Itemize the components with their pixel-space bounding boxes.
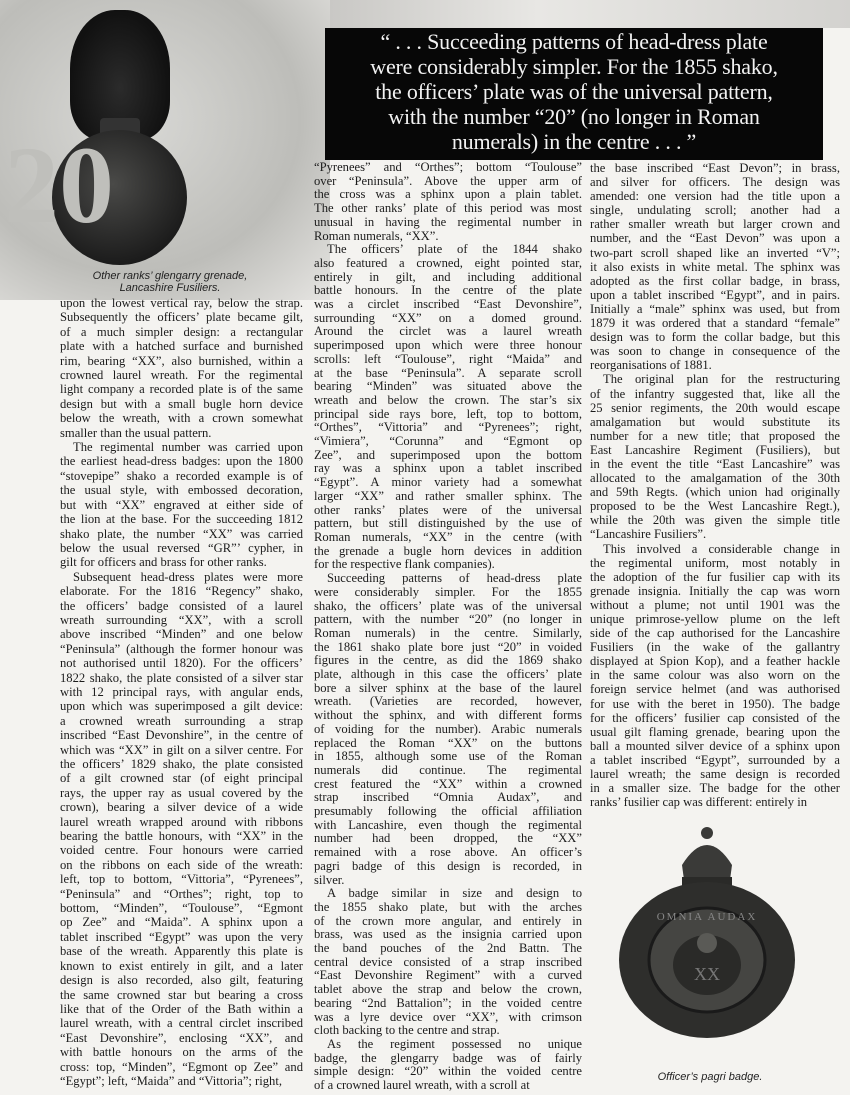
text-line: battle honours. In the centre of the plate bbox=[314, 283, 582, 298]
text-line: “Pyrenees” and “Orthes”; bottom “Toulouse” bbox=[314, 160, 582, 174]
text-line: Roman numerals) in the centre. Similarly, bbox=[314, 625, 582, 640]
text-line: rim, bearing “XX”, also burnished, within a bbox=[60, 353, 303, 368]
paragraph bbox=[590, 372, 840, 541]
text-line: unusual in having the regimental number in bbox=[314, 214, 582, 229]
text-line: number had been dropped, the “XX” bbox=[314, 831, 582, 846]
text-line: upon which was superimposed a gilt device: bbox=[60, 699, 303, 714]
text-line: Around the circlet was a laurel wreath bbox=[314, 324, 582, 339]
text-line: Roman numerals, “XX” in the centre (with bbox=[314, 529, 582, 544]
text-line: design was to form the collar badge, but this bbox=[590, 330, 840, 345]
text-line: below the wreath, with a crown somewhat bbox=[60, 411, 303, 426]
text-line: shako, the officers’ plate was of the universal bbox=[314, 598, 582, 613]
text-line: other ranks’ plates were of the universal bbox=[314, 502, 582, 517]
badge-motto: OMNIA AUDAX bbox=[656, 911, 758, 923]
pull-quote-line: numerals) in the centre . . . ” bbox=[451, 129, 697, 154]
text-line: grenade insignia. Initially the cap was worn bbox=[590, 583, 840, 598]
text-line: silver. bbox=[314, 872, 345, 887]
text-line: for the respective flank companies). bbox=[314, 557, 495, 572]
text-line: tablet inscribed “Egypt” was upon the very bbox=[60, 929, 303, 944]
grenade-caption-line-1: Other ranks’ glengarry grenade, bbox=[92, 270, 248, 282]
text-line: bearing “2nd Battalion”; in the voided centre bbox=[314, 995, 582, 1010]
text-line: 25 senior regiments, the 20th would escape bbox=[590, 400, 840, 415]
text-line: bore a silver sphinx at the base of the laurel bbox=[314, 680, 582, 695]
text-line: op Zee” and “Maida”. A sphinx upon a bbox=[60, 915, 303, 930]
text-line: ranks’ fusilier cap was different: entirely in bbox=[590, 795, 808, 810]
text-line: the officers’ badge consisted of a laurel bbox=[60, 598, 303, 613]
text-line: remained with a rose above. An officer’s bbox=[314, 845, 582, 860]
paragraph bbox=[60, 296, 303, 440]
pagri-badge-caption: Officer’s pagri badge. bbox=[657, 1071, 763, 1083]
text-line: A badge similar in size and design to bbox=[327, 886, 582, 901]
text-line: a tablet inscribed “Egypt”, surrounded by a bbox=[590, 752, 840, 767]
text-line: principal side rays bore, left, top to bottom, bbox=[314, 406, 582, 421]
text-line: foreign service helmet (and was authorised bbox=[590, 682, 840, 697]
text-line: Roman numerals, “XX”. bbox=[314, 228, 439, 243]
paragraph bbox=[314, 572, 582, 887]
text-line: voided centre. Four honours were carried bbox=[60, 843, 303, 858]
text-line: The original plan for the restructuring bbox=[603, 372, 840, 387]
text-line: two-part scroll shaped like an inverted “V”; bbox=[590, 245, 840, 260]
text-line: upon a tablet inscribed “Egypt”, and in pairs. bbox=[590, 287, 840, 302]
article-column-3 bbox=[590, 161, 840, 809]
text-line: numerals did continue. The regimental bbox=[314, 762, 582, 777]
text-line: “Orthes”, “Vittoria” and “Pyrenees”; right, bbox=[314, 420, 582, 435]
text-line: for use with the beret in 1950). The badge bbox=[590, 696, 840, 711]
paragraph bbox=[314, 243, 582, 572]
background-numeral: 20 bbox=[4, 124, 114, 246]
text-line: displayed at Spion Kop), and a feather hackle bbox=[590, 654, 840, 669]
officers-pagri-badge-image bbox=[612, 825, 802, 1055]
text-line: on the ribbons on each side of the wreath: bbox=[60, 857, 303, 872]
text-line: larger “XX” and rather smaller sphinx. The bbox=[314, 488, 582, 503]
text-line: without a plume; not until 1901 was the bbox=[590, 597, 840, 612]
text-line: but with “XX” engraved at either side of bbox=[60, 497, 303, 512]
text-line: like that of the Order of the Bath within a bbox=[60, 1001, 303, 1016]
text-line: not authorised until 1820). For the officers’ bbox=[60, 656, 303, 671]
text-line: in 1855, although some use of the Roman bbox=[314, 749, 582, 764]
text-line: known to exist entirely in gilt, and a later bbox=[60, 958, 303, 973]
grenade-caption-line-2: Lancashire Fusiliers. bbox=[119, 282, 221, 294]
text-line: elaborate. For the 1816 “Regency” shako, bbox=[60, 584, 303, 599]
text-line: and silver for officers. The design was bbox=[590, 175, 840, 190]
text-line: Fusiliers (in the wake of the gallantry bbox=[590, 640, 840, 655]
text-line: side of the cap authorised for the Lancashire bbox=[590, 626, 840, 641]
text-line: above inscribed “Minden” and one below bbox=[60, 627, 303, 642]
text-line: Succeeding patterns of head-dress plate bbox=[327, 571, 582, 586]
grenade-caption bbox=[70, 270, 270, 294]
text-line: single, undulating scroll; another had a bbox=[590, 203, 840, 218]
text-line: wreath and below the crown. The star’s six bbox=[314, 392, 582, 407]
text-line: unique primrose-yellow plume on the left bbox=[590, 612, 840, 626]
text-line: plate with a hatched surface and burnished bbox=[60, 339, 303, 354]
text-line: design but with a small bugle horn device bbox=[60, 396, 303, 411]
text-line: of a gilt crowned star (of eight principal bbox=[60, 771, 303, 786]
text-line: light company a recorded plate is of the same bbox=[60, 382, 303, 397]
text-line: “Lancashire Fusiliers”. bbox=[590, 527, 707, 542]
text-line: with Lancashire, even though the regimental bbox=[314, 817, 582, 832]
text-line: tablet above the strap and below the crown, bbox=[314, 982, 582, 997]
text-line: entirely in gilt, and including additional bbox=[314, 269, 582, 284]
text-line: gilt for officers and brass for other ranks. bbox=[60, 555, 267, 570]
text-line: left, top to bottom, “Vittoria”, “Pyrenees”, bbox=[60, 872, 303, 887]
text-line: brass, was used as the insignia carried upon bbox=[314, 927, 582, 942]
text-line: allocated to the amalgamation of the 30th bbox=[590, 471, 840, 486]
text-line: “stovepipe” shako a recorded example is of bbox=[60, 468, 303, 483]
text-line: wreath. (Varieties are recorded, however, bbox=[314, 694, 582, 709]
text-line: cross: top, “Minden”, “Egmont op Zee” and bbox=[60, 1059, 303, 1074]
rose-icon bbox=[697, 933, 717, 953]
text-line: “Egypt”. A minor variety had a somewhat bbox=[314, 475, 582, 490]
text-line: surrounding “XX” on a domed ground. bbox=[314, 310, 582, 325]
text-line: “Peninsula” (although the former honour was bbox=[60, 641, 303, 656]
text-line: in the event the title “East Lancashire” was bbox=[590, 456, 840, 471]
text-line: laurel wreath wrapped around with ribbons bbox=[60, 814, 303, 829]
text-line: presumably following the official affiliation bbox=[314, 804, 582, 819]
article-column-2 bbox=[314, 161, 582, 1093]
text-line: with 12 principal rays, with angular ends, bbox=[60, 684, 303, 699]
text-line: the regimental uniform, most notably in bbox=[590, 555, 840, 570]
text-line: at the base “Peninsula”. A separate scroll bbox=[314, 365, 582, 380]
text-line: below the usual reversed “GR”’ cypher, in bbox=[60, 540, 303, 555]
text-line: without the sphinx, and with different forms bbox=[314, 708, 582, 723]
paragraph bbox=[314, 887, 582, 1038]
paragraph bbox=[314, 1038, 582, 1093]
text-line: pattern, but still distinguished by the use of bbox=[314, 516, 582, 531]
text-line: it also exists in white metal. The sphinx was bbox=[590, 259, 840, 274]
text-line: The other ranks’ plate of this period was most bbox=[314, 201, 582, 216]
paragraph bbox=[60, 440, 303, 570]
text-line: plate, although in this case the officers’ plate bbox=[314, 667, 582, 682]
text-line: and 59th Regts. (which union had originally bbox=[590, 485, 840, 500]
text-line: the earliest head-dress badges: upon the 1800 bbox=[60, 454, 303, 469]
badge-number: XX bbox=[694, 964, 720, 984]
text-line: in a smaller size. The badge for the other bbox=[590, 781, 840, 796]
text-line: strap inscribed “Omnia Audax”, and bbox=[314, 790, 582, 805]
text-line: the cross was a sphinx upon a plain tablet. bbox=[314, 187, 582, 202]
text-line: number, and the “East Devon” was upon a bbox=[590, 231, 840, 246]
text-line: was a lyre device over “XX”, with crimson bbox=[314, 1009, 582, 1024]
text-line: the lion at the base. For the succeeding 1812 bbox=[60, 512, 303, 527]
pull-quote-line: with the number “20” (no longer in Roman bbox=[388, 104, 760, 129]
text-line: a crowned wreath surrounding a strap bbox=[60, 713, 303, 728]
text-line: Subsequent head-dress plates were more bbox=[73, 569, 303, 584]
text-line: while the 20th was given the simple title bbox=[590, 513, 840, 528]
text-line: usual gilt flaming grenade, bearing upon the bbox=[590, 724, 840, 739]
background-collage-top bbox=[330, 0, 850, 28]
text-line: Zee”, and superimposed upon the bottom bbox=[314, 447, 582, 462]
text-line: badge, the glengarry badge was of fairly bbox=[314, 1050, 582, 1065]
text-line: over “Peninsula”. Above the upper arm of bbox=[314, 173, 582, 188]
text-line: laurel wreath; the same design is recorded bbox=[590, 767, 840, 782]
text-line: the 1861 shako plate bore just “20” in voided bbox=[314, 639, 582, 654]
text-line: 1879 it was ordered that a standard “female” bbox=[590, 316, 840, 331]
text-line: upon the lowest vertical ray, below the strap. bbox=[60, 296, 303, 310]
text-line: “East Devonshire”, enclosing “XX”, and bbox=[60, 1030, 303, 1045]
text-line: the band pouches of the 2nd Battn. The bbox=[314, 941, 582, 956]
text-line: of a much simpler design: a rectangular bbox=[60, 324, 303, 339]
text-line: the base inscribed “East Devon”; in brass, bbox=[590, 161, 840, 175]
text-line: The officers’ plate of the 1844 shako bbox=[327, 242, 582, 257]
text-line: scrolls: left “Toulouse”, right “Maida” and bbox=[314, 351, 582, 366]
text-line: bottom, “Minden”, “Toulouse”, “Egmont bbox=[60, 901, 303, 916]
text-line: cloth backing to the centre and strap. bbox=[314, 1023, 500, 1038]
text-line: East Lancashire Regiment (Fusiliers), but bbox=[590, 442, 840, 457]
text-line: of the infantry suggested that, like all the bbox=[590, 386, 840, 401]
text-line: crest featured the “XX” within a crowned bbox=[314, 776, 582, 791]
text-line: “Egypt”; left, “Maida” and “Vittoria”; right, bbox=[60, 1073, 282, 1088]
paragraph bbox=[590, 542, 840, 810]
text-line: for the officers’ fusilier cap consisted of the bbox=[590, 710, 840, 725]
text-line: adopted as the first collar badge, in brass, bbox=[590, 273, 840, 288]
text-line: superimposed upon which were three honour bbox=[314, 338, 582, 353]
pull-quote-line: “ . . . Succeeding patterns of head-dress plate bbox=[380, 29, 768, 54]
text-line: Initially a “male” sphinx was used, but from bbox=[590, 301, 840, 316]
paragraph bbox=[60, 570, 303, 1089]
text-line: the grenade a bugle horn devices in addition bbox=[314, 543, 582, 558]
text-line: The regimental number was carried upon bbox=[73, 440, 303, 455]
text-line: pattern, with the number “20” (no longer in bbox=[314, 612, 582, 627]
paragraph bbox=[314, 161, 582, 243]
text-line: As the regiment possessed no unique bbox=[327, 1037, 582, 1051]
text-line: 1822 shako, the plate consisted of a silver star bbox=[60, 670, 303, 685]
text-line: the adoption of the fur fusilier cap with its bbox=[590, 569, 840, 584]
text-line: crown), bearing a silver device of a wide bbox=[60, 800, 303, 815]
text-line: the officers’ 1829 shako, the plate consisted bbox=[60, 757, 303, 771]
text-line: with battle honours on the arms of the bbox=[60, 1045, 303, 1060]
text-line: was soon to change in consequence of the bbox=[590, 344, 840, 359]
text-line: laurel wreath, with a central circlet inscribed bbox=[60, 1016, 303, 1031]
text-line: also featured a crowned, eight pointed star, bbox=[314, 255, 582, 270]
text-line: shako plate, the number “XX” was carried bbox=[60, 526, 303, 541]
pull-quote bbox=[325, 28, 823, 160]
text-line: pagri badge of this design is recorded, in bbox=[314, 858, 582, 873]
text-line: the usual style, with embossed decoration, bbox=[60, 483, 303, 498]
text-line: “East Devonshire Regiment” with a curved bbox=[314, 968, 582, 983]
text-line: central device consisted of a strap inscribed bbox=[314, 954, 582, 969]
text-line: “Peninsula” and “Orthes”; right, top to bbox=[60, 886, 303, 901]
text-line: rays, the upper ray as usual covered by the bbox=[60, 785, 303, 800]
text-line: the same crowned star but bearing a cross bbox=[60, 987, 303, 1002]
text-line: smaller than the usual pattern. bbox=[60, 425, 212, 440]
pull-quote-line: the officers’ plate was of the universal pattern, bbox=[375, 79, 773, 104]
text-line: rather smaller wreath but larger crown and bbox=[590, 217, 840, 232]
text-line: crowned laurel wreath. For the regimental bbox=[60, 368, 303, 383]
text-line: in the same colour was also worn on the bbox=[590, 668, 840, 683]
text-line: of a crowned laurel wreath, with a scroll at bbox=[314, 1078, 530, 1093]
text-line: design is also recorded, also gilt, featuring bbox=[60, 973, 303, 988]
paragraph bbox=[590, 161, 840, 372]
text-line: This involved a considerable change in bbox=[603, 541, 840, 556]
text-line: number for a new title; that proposed the bbox=[590, 428, 840, 443]
text-line: were considerably simpler. For the 1855 bbox=[314, 584, 582, 599]
text-line: bearing the battle honours, with “XX” in the bbox=[60, 829, 303, 844]
text-line: amended: one version had the title upon a bbox=[590, 189, 840, 204]
text-line: was a circlet inscribed “East Devonshire”, bbox=[314, 297, 582, 312]
text-line: the 1855 shako plate, but with the arches bbox=[314, 899, 582, 914]
text-line: amalgamation but would substitute its bbox=[590, 414, 840, 429]
text-line: of voiding for the number). Arabic numerals bbox=[314, 721, 582, 736]
text-line: wreath surrounding “XX”, with a scroll bbox=[60, 612, 303, 627]
text-line: Subsequently the officers’ plate became gilt, bbox=[60, 310, 303, 325]
text-line: which was “XX” in gilt on a silver centre. For bbox=[60, 742, 303, 757]
text-line: bearing “Minden” was situated above the bbox=[314, 379, 582, 394]
text-line: ball a mounted silver device of a sphinx upon bbox=[590, 738, 840, 753]
text-line: inscribed “East Devonshire”, in the centre of bbox=[60, 728, 303, 743]
text-line: reorganisations of 1881. bbox=[590, 358, 712, 373]
text-line: figures in the centre, as did the 1869 shako bbox=[314, 653, 582, 668]
text-line: simple design: “20” within the voided centre bbox=[314, 1064, 582, 1079]
text-line: ray was a sphinx upon a tablet inscribed bbox=[314, 461, 582, 476]
badge-crown bbox=[682, 827, 732, 887]
text-line: replaced the Roman “XX” on the buttons bbox=[314, 735, 582, 750]
pull-quote-line: were considerably simpler. For the 1855 shako, bbox=[370, 54, 778, 79]
article-column-1 bbox=[60, 296, 303, 1088]
text-line: of the crown more angular, and entirely in bbox=[314, 913, 582, 928]
text-line: base of the wreath. Apparently this plate is bbox=[60, 944, 303, 959]
text-line: proposed to be the West Lancashire Regt.), bbox=[590, 499, 840, 514]
text-line: “Vimiera”, “Corunna” and “Egmont op bbox=[314, 434, 582, 449]
